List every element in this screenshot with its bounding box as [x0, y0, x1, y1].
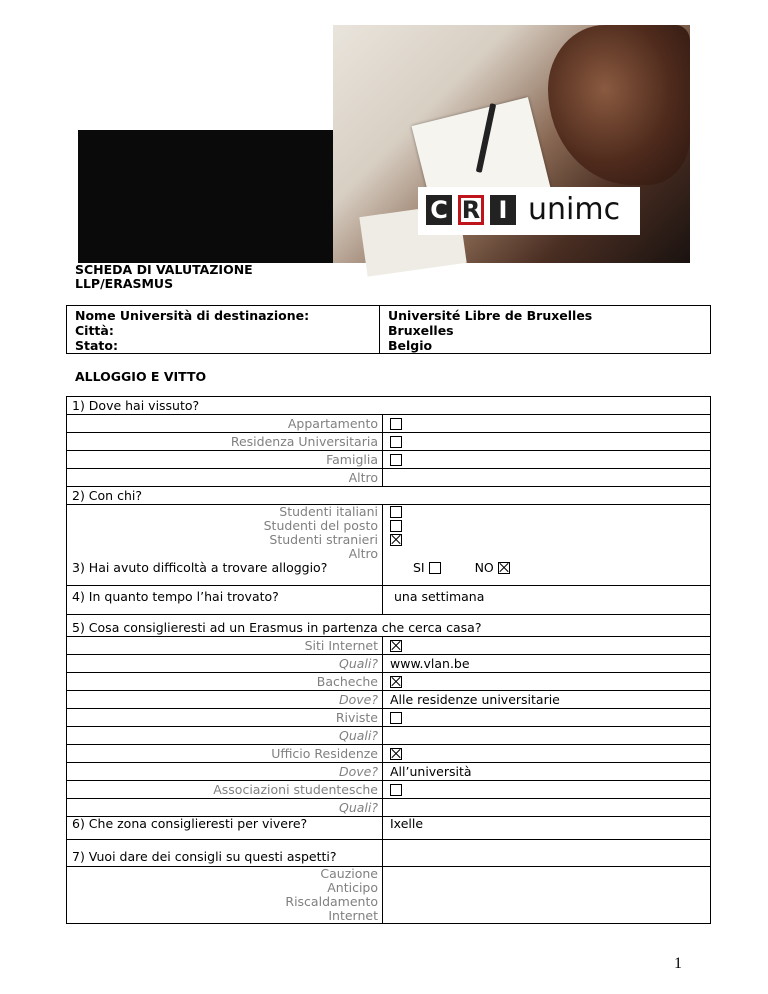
option-label: Anticipo	[67, 881, 383, 895]
checkbox-associazioni[interactable]	[390, 784, 402, 796]
checkbox-residenza-universitaria[interactable]	[390, 436, 402, 448]
answer-ufficio: All’università	[383, 763, 711, 781]
answer-bacheche: Alle residenze universitarie	[383, 691, 711, 709]
cri-unimc-logo	[418, 187, 640, 235]
question-5: 5) Cosa consiglieresti ad un Erasmus in partenza che cerca casa?	[67, 615, 711, 637]
checkbox-riviste[interactable]	[390, 712, 402, 724]
checkbox-studenti-stranieri[interactable]	[390, 534, 402, 546]
answer-7[interactable]	[383, 840, 711, 867]
question-2: 2) Con chi?	[67, 487, 711, 505]
option-label: Quali?	[67, 655, 383, 673]
cauzione-field[interactable]	[383, 867, 711, 882]
answer-associazioni	[383, 799, 711, 817]
altro-field[interactable]	[383, 469, 711, 487]
title-line-2: LLP/ERASMUS	[75, 276, 174, 291]
title-line-1: SCHEDA DI VALUTAZIONE	[75, 262, 253, 277]
question-1: 1) Dove hai vissuto?	[67, 397, 711, 415]
info-value-university: Université Libre de Bruxelles	[388, 308, 593, 323]
option-label: Riscaldamento	[67, 895, 383, 909]
option-label: Bacheche	[67, 673, 383, 691]
page-number: 1	[674, 955, 682, 972]
checkbox-si[interactable]	[429, 562, 441, 574]
option-label: Associazioni studentesche	[67, 781, 383, 799]
option-label: Quali?	[67, 799, 383, 817]
option-label: Cauzione	[67, 867, 383, 882]
info-label-university: Nome Università di destinazione:	[75, 308, 310, 323]
no-label: NO	[474, 561, 494, 575]
option-label: Internet	[67, 909, 383, 924]
option-label: Altro	[67, 547, 383, 561]
option-label: Studenti del posto	[67, 519, 383, 533]
info-value	[380, 306, 711, 354]
option-label: Studenti italiani	[67, 505, 383, 520]
info-label-country: Stato:	[75, 338, 118, 353]
logo-text: unimc	[528, 192, 621, 227]
option-label: Siti Internet	[67, 637, 383, 655]
answer-siti: www.vlan.be	[383, 655, 711, 673]
logo-letter-c: C	[426, 195, 452, 225]
university-info-table	[66, 305, 711, 354]
info-label	[67, 306, 380, 354]
checkbox-no[interactable]	[498, 562, 510, 574]
info-row	[67, 306, 711, 354]
logo-letter-r: R	[458, 195, 484, 225]
document-title	[75, 263, 253, 291]
question-4: 4) In quanto tempo l’hai trovato?	[67, 586, 383, 615]
option-label: Appartamento	[67, 415, 383, 433]
option-label: Studenti stranieri	[67, 533, 383, 547]
option-label: Dove?	[67, 763, 383, 781]
anticipo-field[interactable]	[383, 881, 711, 895]
riscaldamento-field[interactable]	[383, 895, 711, 909]
evaluation-form-table	[66, 396, 711, 924]
info-value-country: Belgio	[388, 338, 433, 353]
question-7: 7) Vuoi dare dei consigli su questi aspetti?	[67, 840, 383, 867]
checkbox-siti-internet[interactable]	[390, 640, 402, 652]
checkbox-studenti-italiani[interactable]	[390, 506, 402, 518]
info-value-city: Bruxelles	[388, 323, 454, 338]
checkbox-bacheche[interactable]	[390, 676, 402, 688]
header-banner	[78, 25, 690, 263]
info-label-city: Città:	[75, 323, 114, 338]
option-label: Dove?	[67, 691, 383, 709]
checkbox-ufficio-residenze[interactable]	[390, 748, 402, 760]
answer-4: una settimana	[383, 586, 711, 615]
option-label: Residenza Universitaria	[67, 433, 383, 451]
option-label: Famiglia	[67, 451, 383, 469]
checkbox-famiglia[interactable]	[390, 454, 402, 466]
logo-letter-i: I	[490, 195, 516, 225]
answer-6: Ixelle	[383, 817, 711, 840]
question-3: 3) Hai avuto difficoltà a trovare alloggio?	[67, 561, 383, 586]
si-label: SI	[413, 561, 425, 575]
option-label: Altro	[67, 469, 383, 487]
option-label: Riviste	[67, 709, 383, 727]
altro-field[interactable]	[383, 547, 711, 561]
option-label: Quali?	[67, 727, 383, 745]
answer-riviste	[383, 727, 711, 745]
checkbox-appartamento[interactable]	[390, 418, 402, 430]
section-title: ALLOGGIO E VITTO	[75, 369, 207, 384]
checkbox-studenti-del-posto[interactable]	[390, 520, 402, 532]
question-6: 6) Che zona consiglieresti per vivere?	[67, 817, 383, 840]
internet-field[interactable]	[383, 909, 711, 924]
option-label: Ufficio Residenze	[67, 745, 383, 763]
